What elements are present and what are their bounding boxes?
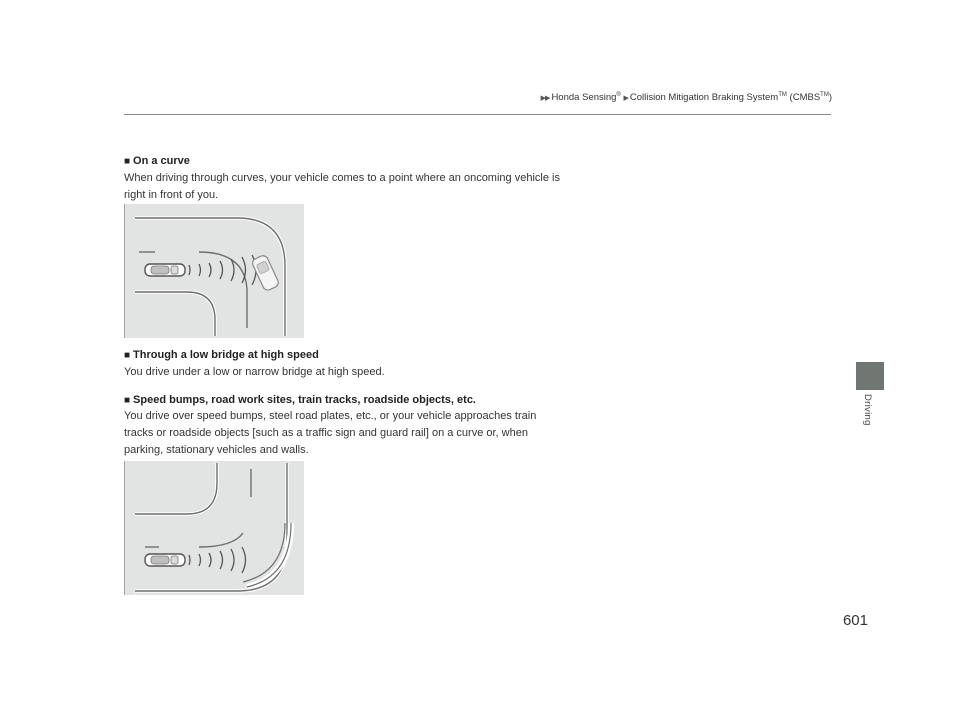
roadside-diagram <box>125 461 304 595</box>
section-title: On a curve <box>133 155 190 167</box>
breadcrumb-abbrev-close: ) <box>828 92 832 104</box>
breadcrumb-arrow-icon: ▶ <box>623 95 628 103</box>
section-body: You drive under a low or narrow bridge at high speed. <box>124 366 385 378</box>
square-bullet-icon: ■ <box>124 395 131 406</box>
header-rule <box>124 114 831 115</box>
chapter-label: Driving <box>862 394 873 426</box>
trademark: TM <box>820 92 829 98</box>
curve-diagram <box>125 204 304 338</box>
section-heading <box>124 394 476 406</box>
breadcrumb-abbrev: (CMBS <box>786 92 821 104</box>
section-body: When driving through curves, your vehicle comes to a point where an oncoming vehicle is right in front of you. <box>124 172 560 201</box>
registered-mark: ® <box>616 92 621 98</box>
own-car-icon <box>145 554 185 566</box>
breadcrumb-arrow-icon: ▶▶ <box>540 95 550 103</box>
section-title: Speed bumps, road work sites, train tracks, roadside objects, etc. <box>133 394 476 406</box>
breadcrumb-item[interactable]: Collision Mitigation Braking System <box>629 92 779 104</box>
section-heading <box>124 155 190 167</box>
roadside-objects-illustration <box>124 461 304 595</box>
own-car-icon <box>145 264 185 276</box>
curve-illustration <box>124 204 304 338</box>
trademark: TM <box>778 92 787 98</box>
chapter-tab[interactable] <box>856 362 884 390</box>
section-title: Through a low bridge at high speed <box>133 349 319 361</box>
square-bullet-icon: ■ <box>124 350 131 361</box>
guard-rail-icon <box>243 523 291 587</box>
breadcrumb <box>541 92 832 103</box>
section-heading <box>124 349 319 361</box>
page-number: 601 <box>842 612 868 629</box>
breadcrumb-item[interactable]: Honda Sensing <box>551 92 617 104</box>
square-bullet-icon: ■ <box>124 156 131 167</box>
section-body: You drive over speed bumps, steel road plates, etc., or your vehicle approaches train tracks or roadside objects [such as a traffic sign and guard rail] on a curve or, when parking, stationary vehicles and walls. <box>124 410 537 456</box>
